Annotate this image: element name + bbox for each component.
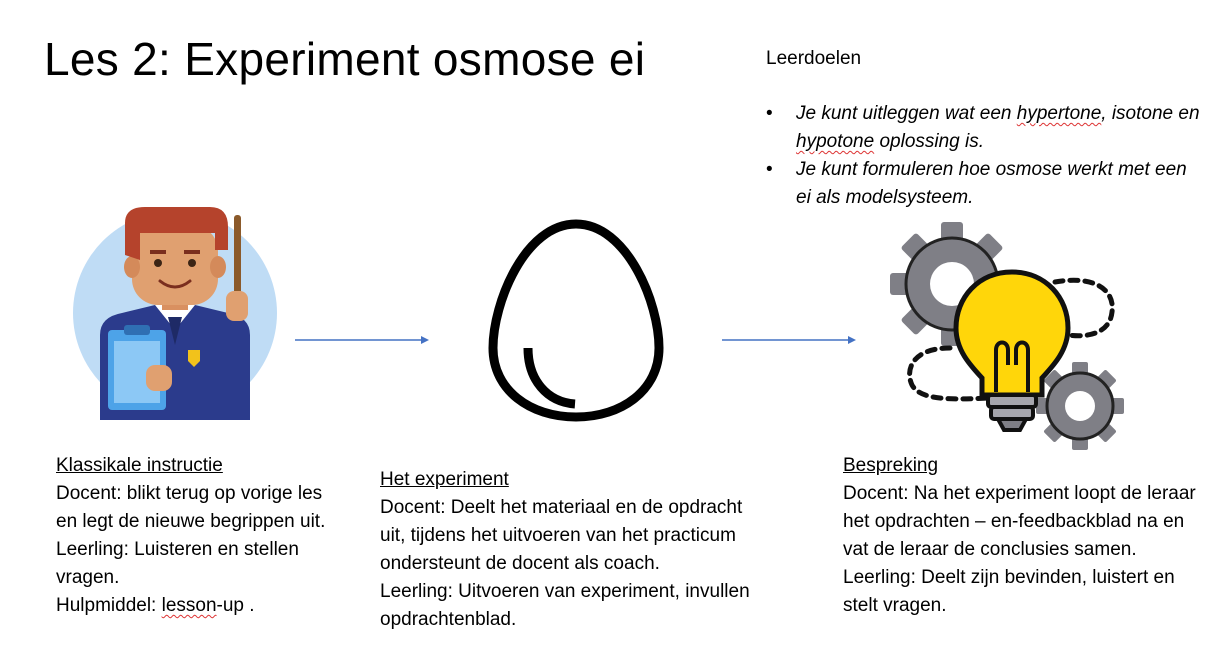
instruction-column	[56, 452, 346, 620]
experiment-teacher-text: Docent: Deelt het materiaal en de opdracht uit, tijdens het uitvoeren van het practicum ondersteunt de docent als coach.	[380, 497, 743, 574]
learning-goal-item	[766, 100, 1206, 156]
experiment-student-text: Leerling: Uitvoeren van experiment, invullen opdrachtenblad.	[380, 581, 750, 630]
arrow-right-icon	[295, 333, 435, 347]
goal-term-hypotone: hypotone	[796, 131, 875, 152]
teacher-icon	[70, 205, 280, 420]
discussion-teacher-text: Docent: Na het experiment loopt de leraar het opdrachten – en-feedbackblad na en vat de leraar de conclusies samen.	[843, 483, 1196, 560]
instruction-student-text: Leerling: Luisteren en stellen vragen.	[56, 539, 299, 588]
goal-text: Je kunt uitleggen wat een	[796, 103, 1017, 124]
tool-word: lesson	[161, 595, 217, 616]
arrow-right-icon	[722, 333, 862, 347]
discussion-column	[843, 452, 1213, 620]
page-title: Les 2: Experiment osmose ei	[44, 33, 646, 85]
tool-prefix: Hulpmiddel:	[56, 595, 162, 616]
instruction-teacher-text: Docent: blikt terug op vorige les en legt de nieuwe begrippen uit.	[56, 483, 326, 532]
experiment-column	[380, 466, 770, 634]
learning-goals-heading: Leerdoelen	[766, 48, 862, 69]
instruction-tool-text	[56, 592, 346, 620]
goal-term-hypertone: hypertone	[1016, 103, 1102, 124]
learning-goals-list	[766, 100, 1206, 212]
goal-text: , isotone en	[1101, 103, 1200, 124]
instruction-heading: Klassikale instructie	[56, 455, 223, 476]
discussion-student-text: Leerling: Deelt zijn bevinden, luistert en stelt vragen.	[843, 567, 1175, 616]
goal-text: oplossing is.	[874, 131, 985, 152]
discussion-heading: Bespreking	[843, 455, 939, 476]
egg-icon	[485, 218, 667, 423]
experiment-heading: Het experiment	[380, 469, 509, 490]
learning-goal-item: • Je kunt formuleren hoe osmose werkt met een ei als modelsysteem.	[766, 156, 1206, 212]
gears-lightbulb-icon	[890, 220, 1130, 450]
tool-suffix: -up .	[216, 595, 255, 616]
